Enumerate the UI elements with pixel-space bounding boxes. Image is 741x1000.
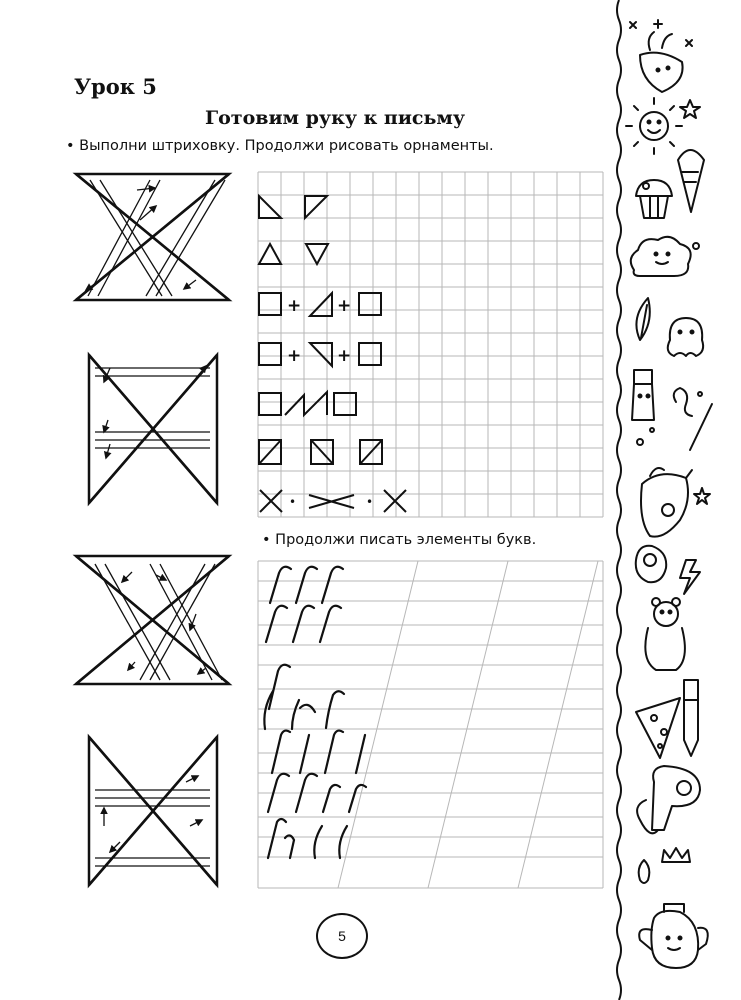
plus-sign-2: + <box>337 296 352 316</box>
letter-elements <box>264 567 366 858</box>
hatching-figure-1 <box>76 174 229 300</box>
crown-icon <box>662 848 690 862</box>
drop-icon <box>639 860 650 883</box>
plus-sign-3: + <box>287 346 302 366</box>
cloud-icon <box>631 237 699 276</box>
hair-dryer-icon <box>637 766 700 833</box>
wavy-border <box>617 0 621 1000</box>
instruction-letter-elements: • Продолжи писать элементы букв. <box>262 532 537 548</box>
page-number: 5 <box>316 913 368 959</box>
leaf-icon <box>636 298 649 340</box>
teapot-icon <box>639 904 708 968</box>
pen-icon <box>684 680 698 756</box>
needle-thread-icon <box>674 388 712 450</box>
writing-lines <box>258 561 603 888</box>
paint-tube-icon <box>632 370 654 420</box>
octopus-icon <box>668 318 703 356</box>
bubbles-icon <box>637 428 654 445</box>
lightning-icon <box>680 560 700 594</box>
hatching-figure-3 <box>76 556 229 684</box>
dot-2: • <box>366 495 374 509</box>
ornament-grid <box>258 172 603 517</box>
pizza-slice-icon <box>636 698 680 758</box>
lesson-title: Урок 5 <box>74 74 157 99</box>
beet-icon <box>640 32 683 92</box>
hatching-figure-2 <box>89 355 217 503</box>
sun-icon <box>626 98 682 154</box>
teddy-bear-icon <box>645 598 685 670</box>
ice-cream-icon <box>678 150 704 212</box>
sparkle-icon <box>630 20 692 46</box>
dot-1: • <box>289 495 297 509</box>
instruction-hatching: • Выполни штриховку. Продолжи рисовать орнаменты. <box>66 138 494 154</box>
page-heading: Готовим руку к письму <box>205 107 466 129</box>
star-icon-2 <box>694 488 710 504</box>
plus-sign-4: + <box>337 346 352 366</box>
star-icon <box>680 100 700 118</box>
plus-sign-1: + <box>287 296 302 316</box>
lemon-icon <box>636 546 666 582</box>
rocket-icon <box>641 468 692 537</box>
cupcake-icon <box>636 180 672 218</box>
hatching-figure-4 <box>89 737 217 885</box>
